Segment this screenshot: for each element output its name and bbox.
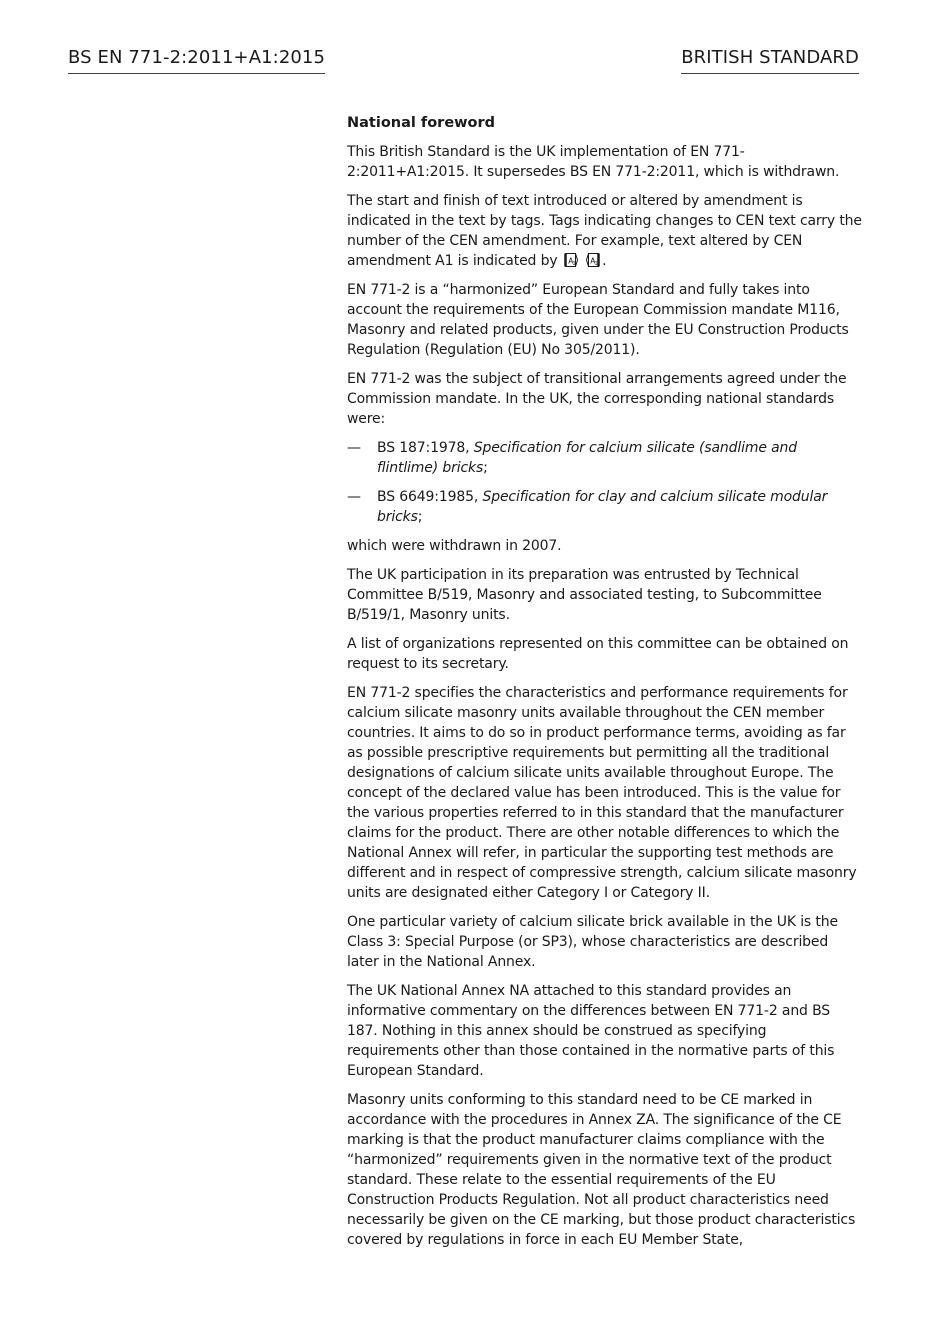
standard-ref: BS 6649:1985,	[377, 489, 483, 505]
svg-text:1: 1	[572, 261, 576, 267]
list-dash: —	[347, 489, 361, 505]
amendment-tags-end: .	[602, 253, 607, 269]
amendment-end-tag-icon	[586, 253, 600, 267]
paragraph-organizations: A list of organizations represented on this committee can be obtained on request to its secretary.	[347, 636, 849, 672]
paragraph-withdrawn: which were withdrawn in 2007.	[347, 538, 562, 554]
section-title: National foreword	[347, 115, 496, 131]
paragraph-amendment-tags	[347, 191, 862, 271]
svg-text:A: A	[568, 256, 574, 266]
standard-title: Specification for clay and calcium silicate modular bricks	[377, 489, 828, 525]
standard-title: Specification for calcium silicate (sandlime and flintlime) bricks	[377, 440, 797, 476]
document-code: BS EN 771-2:2011+A1:2015	[68, 46, 325, 74]
amendment-tags-text: The start and finish of text introduced or altered by amendment is indicated in the text by tags. Tags indicating changes to CEN text carry the number of the CEN amendment. For example, text altered by CEN amendment A1 is indicated by	[347, 193, 862, 269]
national-foreword-section	[347, 113, 862, 1259]
list-item-end: ;	[417, 509, 423, 525]
paragraph-national-annex: The UK National Annex NA attached to this standard provides an informative commentary on the differences between EN 771-2 and BS 187. Nothing in this annex should be construed as specifying requirements other than those contained in the normative parts of this European Standard.	[347, 983, 835, 1079]
paragraph-harmonized: EN 771-2 is a “harmonized” European Standard and fully takes into account the requirements of the European Commission mandate M116, Masonry and related products, given under the EU Construction Products Regulation (Regulation (EU) No 305/2011).	[347, 282, 849, 358]
list-item-text	[377, 438, 862, 478]
paragraph-transitional: EN 771-2 was the subject of transitional arrangements agreed under the Commission mandate. In the UK, the corresponding national standards were:	[347, 371, 847, 427]
amendment-start-tag-icon	[564, 253, 578, 267]
list-item	[347, 438, 862, 478]
list-item-end: ;	[483, 460, 488, 476]
list-item	[347, 487, 862, 527]
svg-text:A: A	[590, 256, 596, 266]
paragraph-committee: The UK participation in its preparation was entrusted by Technical Committee B/519, Masonry and associated testing, to Subcommittee B/519/1, Masonry units.	[347, 567, 822, 623]
paragraph-implementation: This British Standard is the UK implementation of EN 771-2:2011+A1:2015. It supersedes BS EN 771-2:2011, which is withdrawn.	[347, 144, 840, 180]
svg-text:1: 1	[594, 261, 598, 267]
paragraph-scope: EN 771-2 specifies the characteristics and performance requirements for calcium silicate masonry units available throughout the CEN member countries. It aims to do so in product performance terms, avoiding as far as possible prescriptive requirements but permitting all the traditional designations of calcium silicate units available throughout Europe. The concept of the declared value has been introduced. This is the value for the various properties referred to in this standard that the manufacturer claims for the product. There are other notable differences to which the National Annex will refer, in particular the supporting test methods are different and in respect of compressive strength, calcium silicate masonry units are designated either Category I or Category II.	[347, 685, 857, 901]
standard-ref: BS 187:1978,	[377, 440, 474, 456]
paragraph-ce-marking: Masonry units conforming to this standard need to be CE marked in accordance with the procedures in Annex ZA. The significance of the CE marking is that the product manufacturer claims compliance with the “harmonized” requirements given in the normative text of the product standard. These relate to the essential requirements of the EU Construction Products Regulation. Not all product characteristics need necessarily be given on the CE marking, but those product characteristics covered by regulations in force in each EU Member State,	[347, 1092, 856, 1248]
paragraph-sp3: One particular variety of calcium silicate brick available in the UK is the Class 3: Special Purpose (or SP3), whose characteristics are described later in the National Annex.	[347, 914, 838, 970]
standard-type-label: BRITISH STANDARD	[681, 46, 859, 74]
list-dash: —	[347, 440, 361, 456]
list-item-text	[377, 487, 862, 527]
